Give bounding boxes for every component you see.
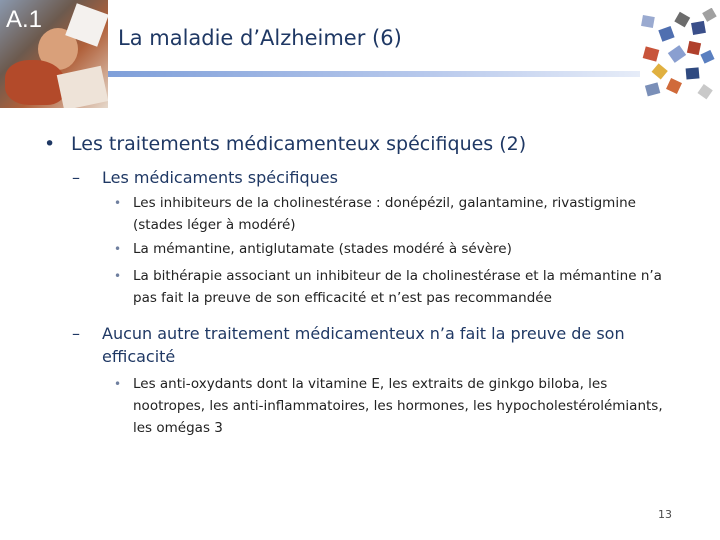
dash-icon: – xyxy=(72,324,80,343)
list-item-text: Les anti-oxydants dont la vitamine E, les extraits de ginkgo biloba, les nootropes, les anti-inflammatoires, les hormones, les hypocholestérolémiants, les omégas 3 xyxy=(133,376,663,436)
bullet-icon: • xyxy=(114,269,122,283)
page-number: 13 xyxy=(658,508,672,521)
slide-title: La maladie d’Alzheimer (6) xyxy=(118,26,402,50)
subheading-text: Les médicaments spécifiques xyxy=(102,168,338,187)
list-item-text: La mémantine, antiglutamate (stades modéré à sévère) xyxy=(133,241,512,257)
section-label: A.1 xyxy=(6,6,43,33)
bullet-icon: • xyxy=(44,133,56,155)
subheading-text: Aucun autre traitement médicamenteux n’a fait la preuve de son efficacité xyxy=(102,324,625,366)
list-item-text: La bithérapie associant un inhibiteur de la cholinestérase et la mémantine n’a pas fait la preuve de son efficacité et n’est pas recommandée xyxy=(133,268,662,306)
main-heading-text: Les traitements médicamenteux spécifiques (2) xyxy=(71,133,527,155)
list-item-text: Les inhibiteurs de la cholinestérase : donépézil, galantamine, rivastigmine (stades léger à modéré) xyxy=(133,195,636,233)
bullet-icon: • xyxy=(114,242,122,256)
bullet-icon: • xyxy=(114,196,122,210)
dash-icon: – xyxy=(72,168,80,187)
bullet-icon: • xyxy=(114,377,122,391)
